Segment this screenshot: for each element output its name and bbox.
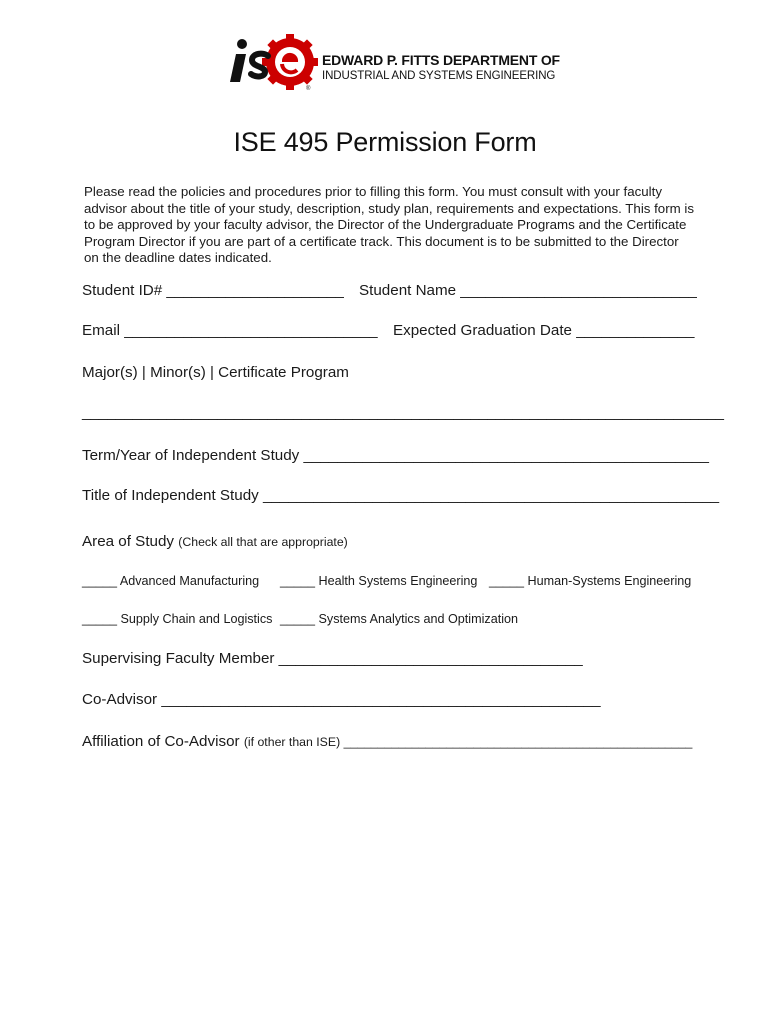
- study-title-field[interactable]: Title of Independent Study ______________________________________________________: [82, 487, 720, 504]
- supervising-faculty-field[interactable]: Supervising Faculty Member ____________________________________: [82, 650, 583, 667]
- gear-icon: [262, 34, 318, 90]
- intro-paragraph: Please read the policies and procedures prior to filling this form. You must consult with your faculty advisor about the title of your study, description, study plan, requirements and expectations. This form is to be approved by your faculty advisor, the Director of the Undergraduate Programs and the Certificate Program Director if you are part of a certificate track. This document is to be submitted to the Director on the deadline dates indicated.: [84, 184, 695, 266]
- affiliation-label: Affiliation of Co-Advisor: [82, 733, 240, 750]
- area-option-human-systems[interactable]: _____ Human-Systems Engineering: [489, 574, 692, 588]
- co-advisor-affiliation-field[interactable]: [82, 733, 692, 750]
- department-name: [322, 52, 560, 84]
- area-option-supply-chain[interactable]: _____ Supply Chain and Logistics: [82, 612, 273, 626]
- area-label: Area of Study: [82, 533, 175, 550]
- major-minor-label: Major(s) | Minor(s) | Certificate Program: [82, 364, 349, 381]
- student-name-field[interactable]: Student Name ____________________________: [359, 282, 697, 299]
- co-advisor-field[interactable]: Co-Advisor ____________________________________________________: [82, 691, 601, 708]
- student-id-field[interactable]: Student ID# _____________________: [82, 282, 344, 299]
- registered-mark: ®: [306, 86, 311, 92]
- area-note: (Check all that are appropriate): [178, 535, 348, 549]
- email-field[interactable]: Email ______________________________: [82, 322, 378, 339]
- area-of-study-label: [82, 533, 348, 550]
- area-option-manufacturing[interactable]: _____ Advanced Manufacturing: [82, 574, 260, 588]
- department-line-2: INDUSTRIAL AND SYSTEMS ENGINEERING: [322, 70, 556, 82]
- department-line-1: EDWARD P. FITTS DEPARTMENT OF: [322, 52, 560, 68]
- area-option-systems-analytics[interactable]: _____ Systems Analytics and Optimization: [280, 612, 519, 626]
- graduation-date-field[interactable]: Expected Graduation Date ______________: [393, 322, 695, 339]
- affiliation-note: (if other than ISE) ___________________________________________________: [243, 735, 693, 749]
- term-year-field[interactable]: Term/Year of Independent Study ________________________________________________: [82, 447, 709, 464]
- form-title: ISE 495 Permission Form: [233, 127, 537, 157]
- area-option-health-systems[interactable]: _____ Health Systems Engineering: [280, 574, 478, 588]
- major-minor-line[interactable]: ____________________________________________________________________________: [82, 404, 724, 421]
